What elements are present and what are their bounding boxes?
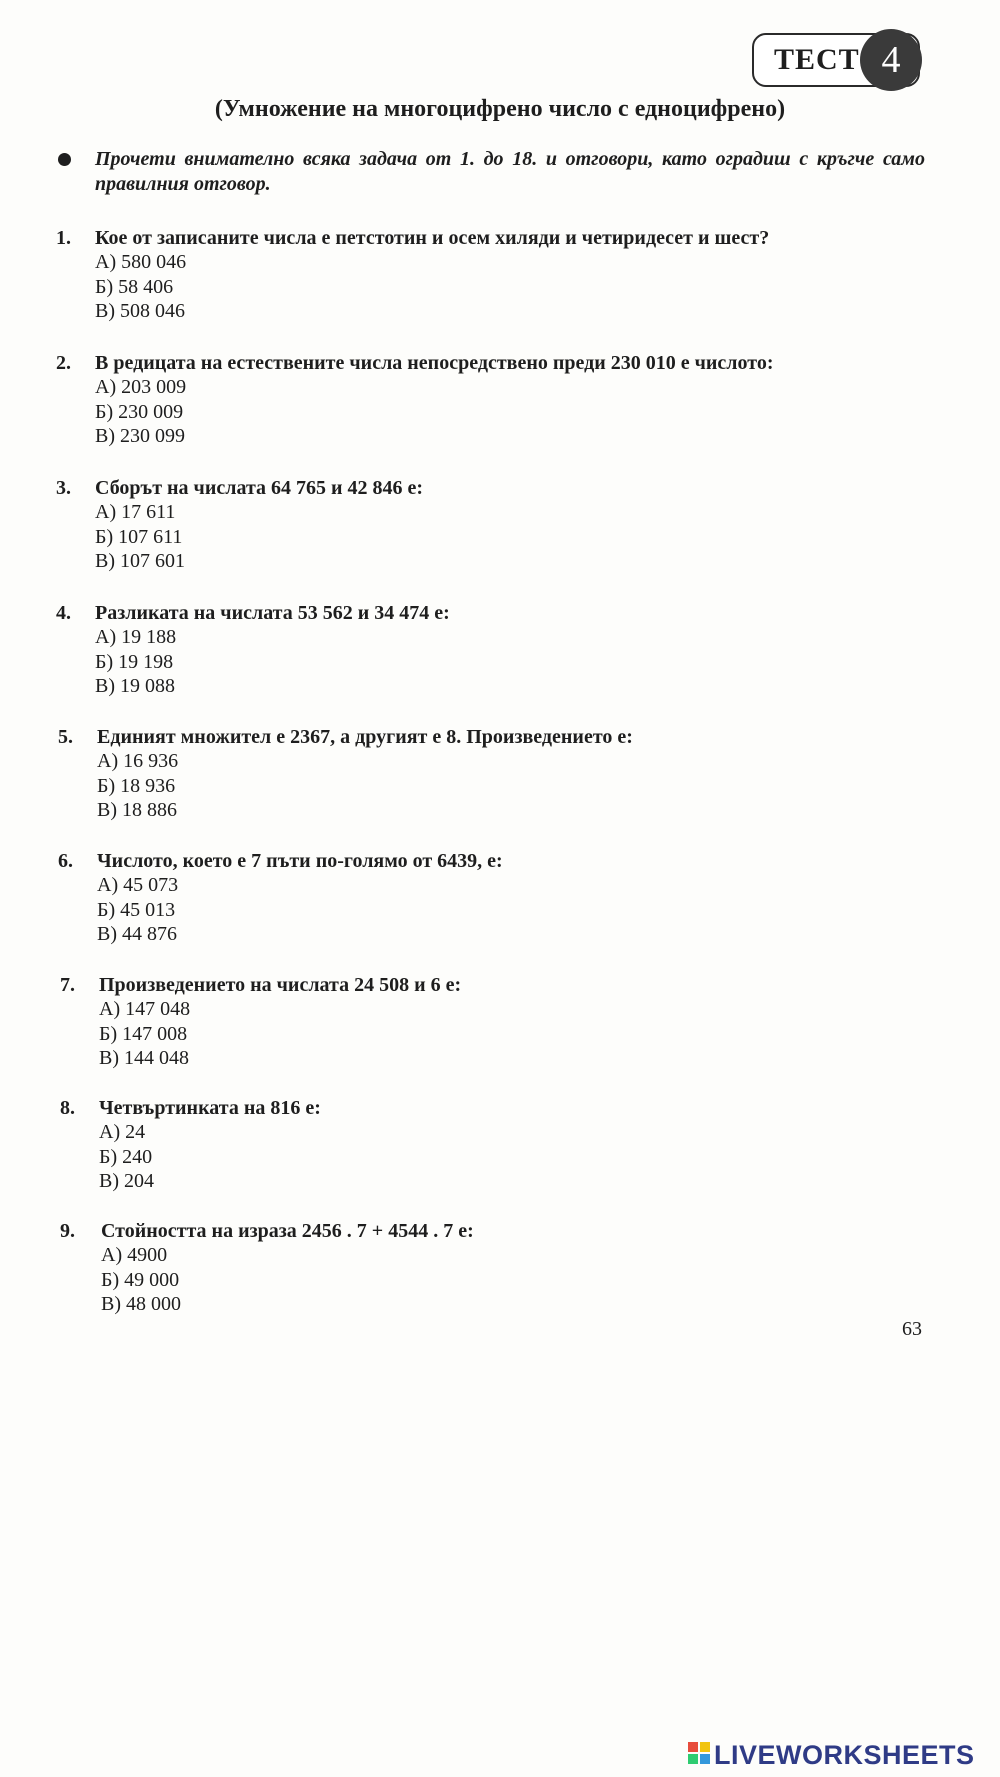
liveworksheets-logo: [688, 1740, 988, 1770]
answer-option[interactable]: Б) 45 013: [97, 898, 176, 921]
test-badge-label: ТЕСТ: [774, 43, 860, 76]
question-text: Разликата на числата 53 562 и 34 474 е:: [95, 602, 450, 624]
question-text: Кое от записаните числа е петстотин и осем хиляди и четиридесет и шест?: [95, 227, 770, 249]
answer-option[interactable]: А) 16 936: [97, 750, 179, 772]
answer-options: [97, 873, 178, 947]
question-number: 9.: [60, 1220, 75, 1242]
answer-option[interactable]: Б) 19 198: [95, 650, 174, 673]
answer-options: [95, 250, 186, 324]
answer-option[interactable]: А) 17 611: [95, 501, 176, 523]
instructions: Прочети внимателно всяка задача от 1. до 18. и отговори, като оградиш с кръгче само правилния отговор.: [95, 148, 925, 195]
page-title: (Умножение на многоцифрено число с едноцифрено): [214, 96, 786, 122]
bullet-icon: [58, 153, 71, 166]
answer-option[interactable]: В) 18 886: [97, 799, 177, 821]
answer-option[interactable]: Б) 58 406: [95, 275, 174, 298]
question-number: 2.: [56, 352, 71, 374]
question-number: 7.: [60, 974, 75, 996]
answer-option[interactable]: Б) 240: [99, 1145, 153, 1168]
answer-option[interactable]: А) 147 048: [99, 998, 191, 1020]
answer-option[interactable]: А) 203 009: [95, 376, 187, 398]
answer-option[interactable]: Б) 230 009: [95, 400, 184, 423]
question-number: 8.: [60, 1097, 75, 1119]
question-text: Произведението на числата 24 508 и 6 е:: [99, 974, 462, 996]
question-text: Числото, което е 7 пъти по-голямо от 6439, е:: [97, 850, 503, 872]
answer-option[interactable]: А) 580 046: [95, 251, 187, 273]
answer-option[interactable]: А) 45 073: [97, 874, 179, 896]
question-number: 4.: [56, 602, 71, 624]
answer-options: [97, 749, 178, 823]
answer-option[interactable]: Б) 147 008: [99, 1022, 188, 1045]
logo-square: [700, 1742, 710, 1752]
test-badge: [752, 33, 920, 87]
answer-option[interactable]: В) 44 876: [97, 923, 177, 945]
liveworksheets-logo-icon: [688, 1742, 710, 1764]
answer-option[interactable]: Б) 49 000: [101, 1268, 180, 1291]
answer-option[interactable]: Б) 107 611: [95, 525, 183, 548]
test-number-circle: 4: [860, 29, 922, 91]
question-number: 1.: [56, 227, 71, 249]
question-text: Единият множител е 2367, а другият е 8. Произведението е:: [97, 726, 633, 748]
logo-square: [700, 1754, 710, 1764]
answer-option[interactable]: В) 144 048: [99, 1047, 189, 1069]
answer-options: [99, 1120, 154, 1194]
logo-square: [688, 1754, 698, 1764]
answer-option[interactable]: В) 19 088: [95, 675, 175, 697]
answer-option[interactable]: В) 204: [99, 1170, 154, 1192]
question-text: Стойността на израза 2456 . 7 + 4544 . 7 е:: [101, 1220, 474, 1242]
answer-options: [95, 500, 185, 574]
answer-option[interactable]: А) 24: [99, 1121, 146, 1143]
answer-options: [101, 1243, 181, 1317]
question-text: Четвъртинката на 816 е:: [99, 1097, 321, 1119]
question-text: В редицата на естествените числа непосредствено преди 230 010 е числото:: [95, 352, 774, 374]
answer-options: [99, 997, 190, 1071]
answer-options: [95, 625, 176, 699]
answer-option[interactable]: В) 107 601: [95, 550, 185, 572]
answer-option[interactable]: В) 508 046: [95, 300, 185, 322]
answer-option[interactable]: Б) 18 936: [97, 774, 176, 797]
question-number: 3.: [56, 477, 71, 499]
answer-option[interactable]: А) 4900: [101, 1244, 168, 1266]
page-number: 63: [902, 1318, 922, 1340]
question-text: Сборът на числата 64 765 и 42 846 е:: [95, 477, 424, 499]
answer-options: [95, 375, 186, 449]
answer-option[interactable]: В) 48 000: [101, 1293, 181, 1315]
liveworksheets-wordmark: LIVEWORKSHEETS: [714, 1740, 975, 1770]
answer-option[interactable]: А) 19 188: [95, 626, 177, 648]
question-number: 6.: [58, 850, 73, 872]
logo-square: [688, 1742, 698, 1752]
answer-option[interactable]: В) 230 099: [95, 425, 185, 447]
question-number: 5.: [58, 726, 73, 748]
